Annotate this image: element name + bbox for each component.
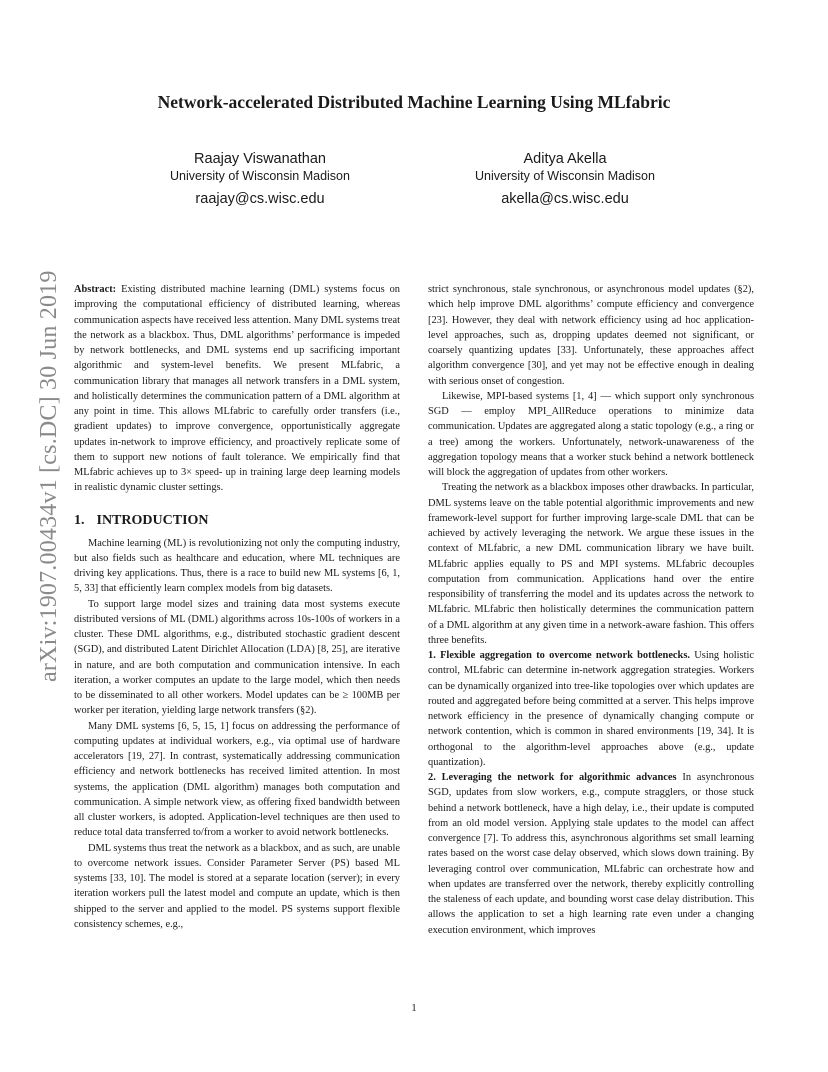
author-affiliation: University of Wisconsin Madison xyxy=(170,169,350,183)
right-column xyxy=(428,282,754,938)
benefit-paragraph xyxy=(428,648,754,770)
benefit-title: 2. Leveraging the network for algorithmic advances xyxy=(428,772,677,783)
author-name: Aditya Akella xyxy=(523,151,607,167)
arxiv-identifier: arXiv:1907.00434v1 [cs.DC] 30 Jun 2019 xyxy=(36,270,62,682)
section-title: INTRODUCTION xyxy=(96,512,209,528)
page-number: 1 xyxy=(411,1002,417,1014)
paragraph: Treating the network as a blackbox imposes other drawbacks. In particular, DML systems leave on the table potential algorithmic improvements and new framework-level support for further improving large-scale DML that can be achieved by actively leveraging the network. We argue these issues in the context of MLfabric, a new DML communication library we have built. MLfabric applies equally to PS and MPI systems. MLfabric decouples computation from communication. Applications hand over the entire responsibility of transferring the model and its updates across the network to MLfabric. MLfabric then holistically determines the communication pattern of a DML algorithm at any given time in a network-aware fashion. This offers three benefits. xyxy=(428,482,754,646)
abstract-label: Abstract: xyxy=(74,284,117,295)
benefit-text: In asynchronous SGD, updates from slow workers, e.g., compute stragglers, or those stuck behind a network bottleneck, have a high delay, i.e., their update is computed from an old model version. Applying stale updates to the model can affect convergence [7]. To address this, asynchronous algorithms set small learning rates based on the worst case delay observed, which slows down training. By leveraging control over communication, MLfabric can orchestrate how and when updates are transferred over the network, thereby explicitly controlling the staleness of each update, and bounding worst case delay distribution. This allows the application to set a high learning rate even under a changing execution environment, which improves xyxy=(428,772,754,936)
author-email: raajay@cs.wisc.edu xyxy=(195,191,325,207)
paragraph: Many DML systems [6, 5, 15, 1] focus on addressing the performance of computing updates at individual workers, e.g., via optimal use of hardware accelerators [19, 27]. In contrast, systematically addressing communication efficiency and network bottlenecks has received limited attention. In most systems, the application (DML algorithm) manages both computation and communication. A simple network view, as offering fixed bandwidth between all cluster workers, is adopted. Application-level techniques are then used to reduce total data transferred to/from a worker to avoid network bottlenecks. xyxy=(74,720,400,839)
paragraph: Likewise, MPI-based systems [1, 4] — which support only synchronous SGD — employ MPI_AllReduce operations to minimize data communication. Updates are aggregated along a static topology (e.g., a ring or a tree) among the workers. Unfortunately, network-unawareness of the aggregation topology means that a worker stuck behind a network bottleneck will block the aggregation of updates from other workers. xyxy=(428,390,754,478)
author-affiliation: University of Wisconsin Madison xyxy=(475,169,655,183)
benefit-paragraph xyxy=(428,770,754,938)
left-column xyxy=(74,282,400,932)
author-email: akella@cs.wisc.edu xyxy=(501,191,629,207)
section-heading xyxy=(74,512,400,530)
author-name: Raajay Viswanathan xyxy=(194,151,326,167)
paragraph: strict synchronous, stale synchronous, or asynchronous model updates (§2), which help improve DML algorithms’ compute efficiency and convergence [23]. However, they deal with network efficiency using ad hoc application-level approaches, such as, dropping updates deemed not significant, or coarsely quantizing updates [33]. Unfortunately, these approaches affect algorithm convergence [30], and yet may not be effective enough in dealing with serious onset of congestion. xyxy=(428,284,754,387)
author-block-1 xyxy=(110,150,410,208)
paper-title: Network-accelerated Distributed Machine Learning Using MLfabric xyxy=(157,92,671,112)
paragraph: Machine learning (ML) is revolutionizing not only the computing industry, but also fields such as healthcare and education, where ML techniques are driving key applications. Thus, there is a race to build new ML systems [6, 1, 5, 33] that efficiently learn complex models from big datasets. xyxy=(74,537,400,595)
paragraph: DML systems thus treat the network as a blackbox, and as such, are unable to overcome network issues. Consider Parameter Server (PS) based ML systems [33, 10]. The model is stored at a separate location (server); in every iteration workers pull the latest model and compute an update, which is then shipped to the server and applied to the model. PS systems support flexible consistency schemes, e.g., xyxy=(74,842,400,930)
author-block-2 xyxy=(415,150,715,208)
abstract-text: Existing distributed machine learning (DML) systems focus on improving the computational efficiency of distributed learning, whereas communication aspects have received less attention. Many DML systems treat the network as a blackbox. Thus, DML algorithms’ performance is impeded by network bottlenecks, and DML systems end up sacrificing important algorithmic and system-level benefits. We present MLfabric, a communication library that manages all network transfers in a DML system, and holistically determines the communication pattern of a DML algorithm at any point in time. This allows MLfabric to carefully order transfers (i.e., gradient updates) to improve convergence, opportunistically aggregate updates in-network to improve efficiency, and proactively replicate some of them to support new notions of fault tolerance. We empirically find that MLfabric achieves up to 3× speed- up in training large deep learning models in realistic dynamic cluster settings. xyxy=(74,284,400,494)
benefit-title: 1. Flexible aggregation to overcome network bottlenecks. xyxy=(428,650,690,661)
benefit-text: Using holistic control, MLfabric can determine in-network aggregation strategies. Workers can be dynamically organized into tree-like topologies over which updates are routed and aggregated before being committed at a server. This helps improve network efficiency in the presence of dynamically changing compute or network contention, which is common in shared environments [19, 34]. It is orthogonal to the algorithm-level approaches above (e.g., update quantization). xyxy=(428,650,754,768)
paragraph: To support large model sizes and training data most systems execute distributed versions of ML (DML) algorithms across 10s-100s of workers in a cluster. These DML algorithms, e.g., distributed stochastic gradient descent (SGD), and distributed Latent Dirichlet Allocation (LDA) [8, 25], are iterative in nature, and are both computation and communication intensive. In each iteration, a worker computes an update to the large model, which then needs to be disseminated to all other workers. Model updates can be ≥ 100MB per worker per iteration, yielding large network transfers (§2). xyxy=(74,598,400,717)
section-number: 1. xyxy=(74,512,85,528)
abstract xyxy=(74,282,400,496)
